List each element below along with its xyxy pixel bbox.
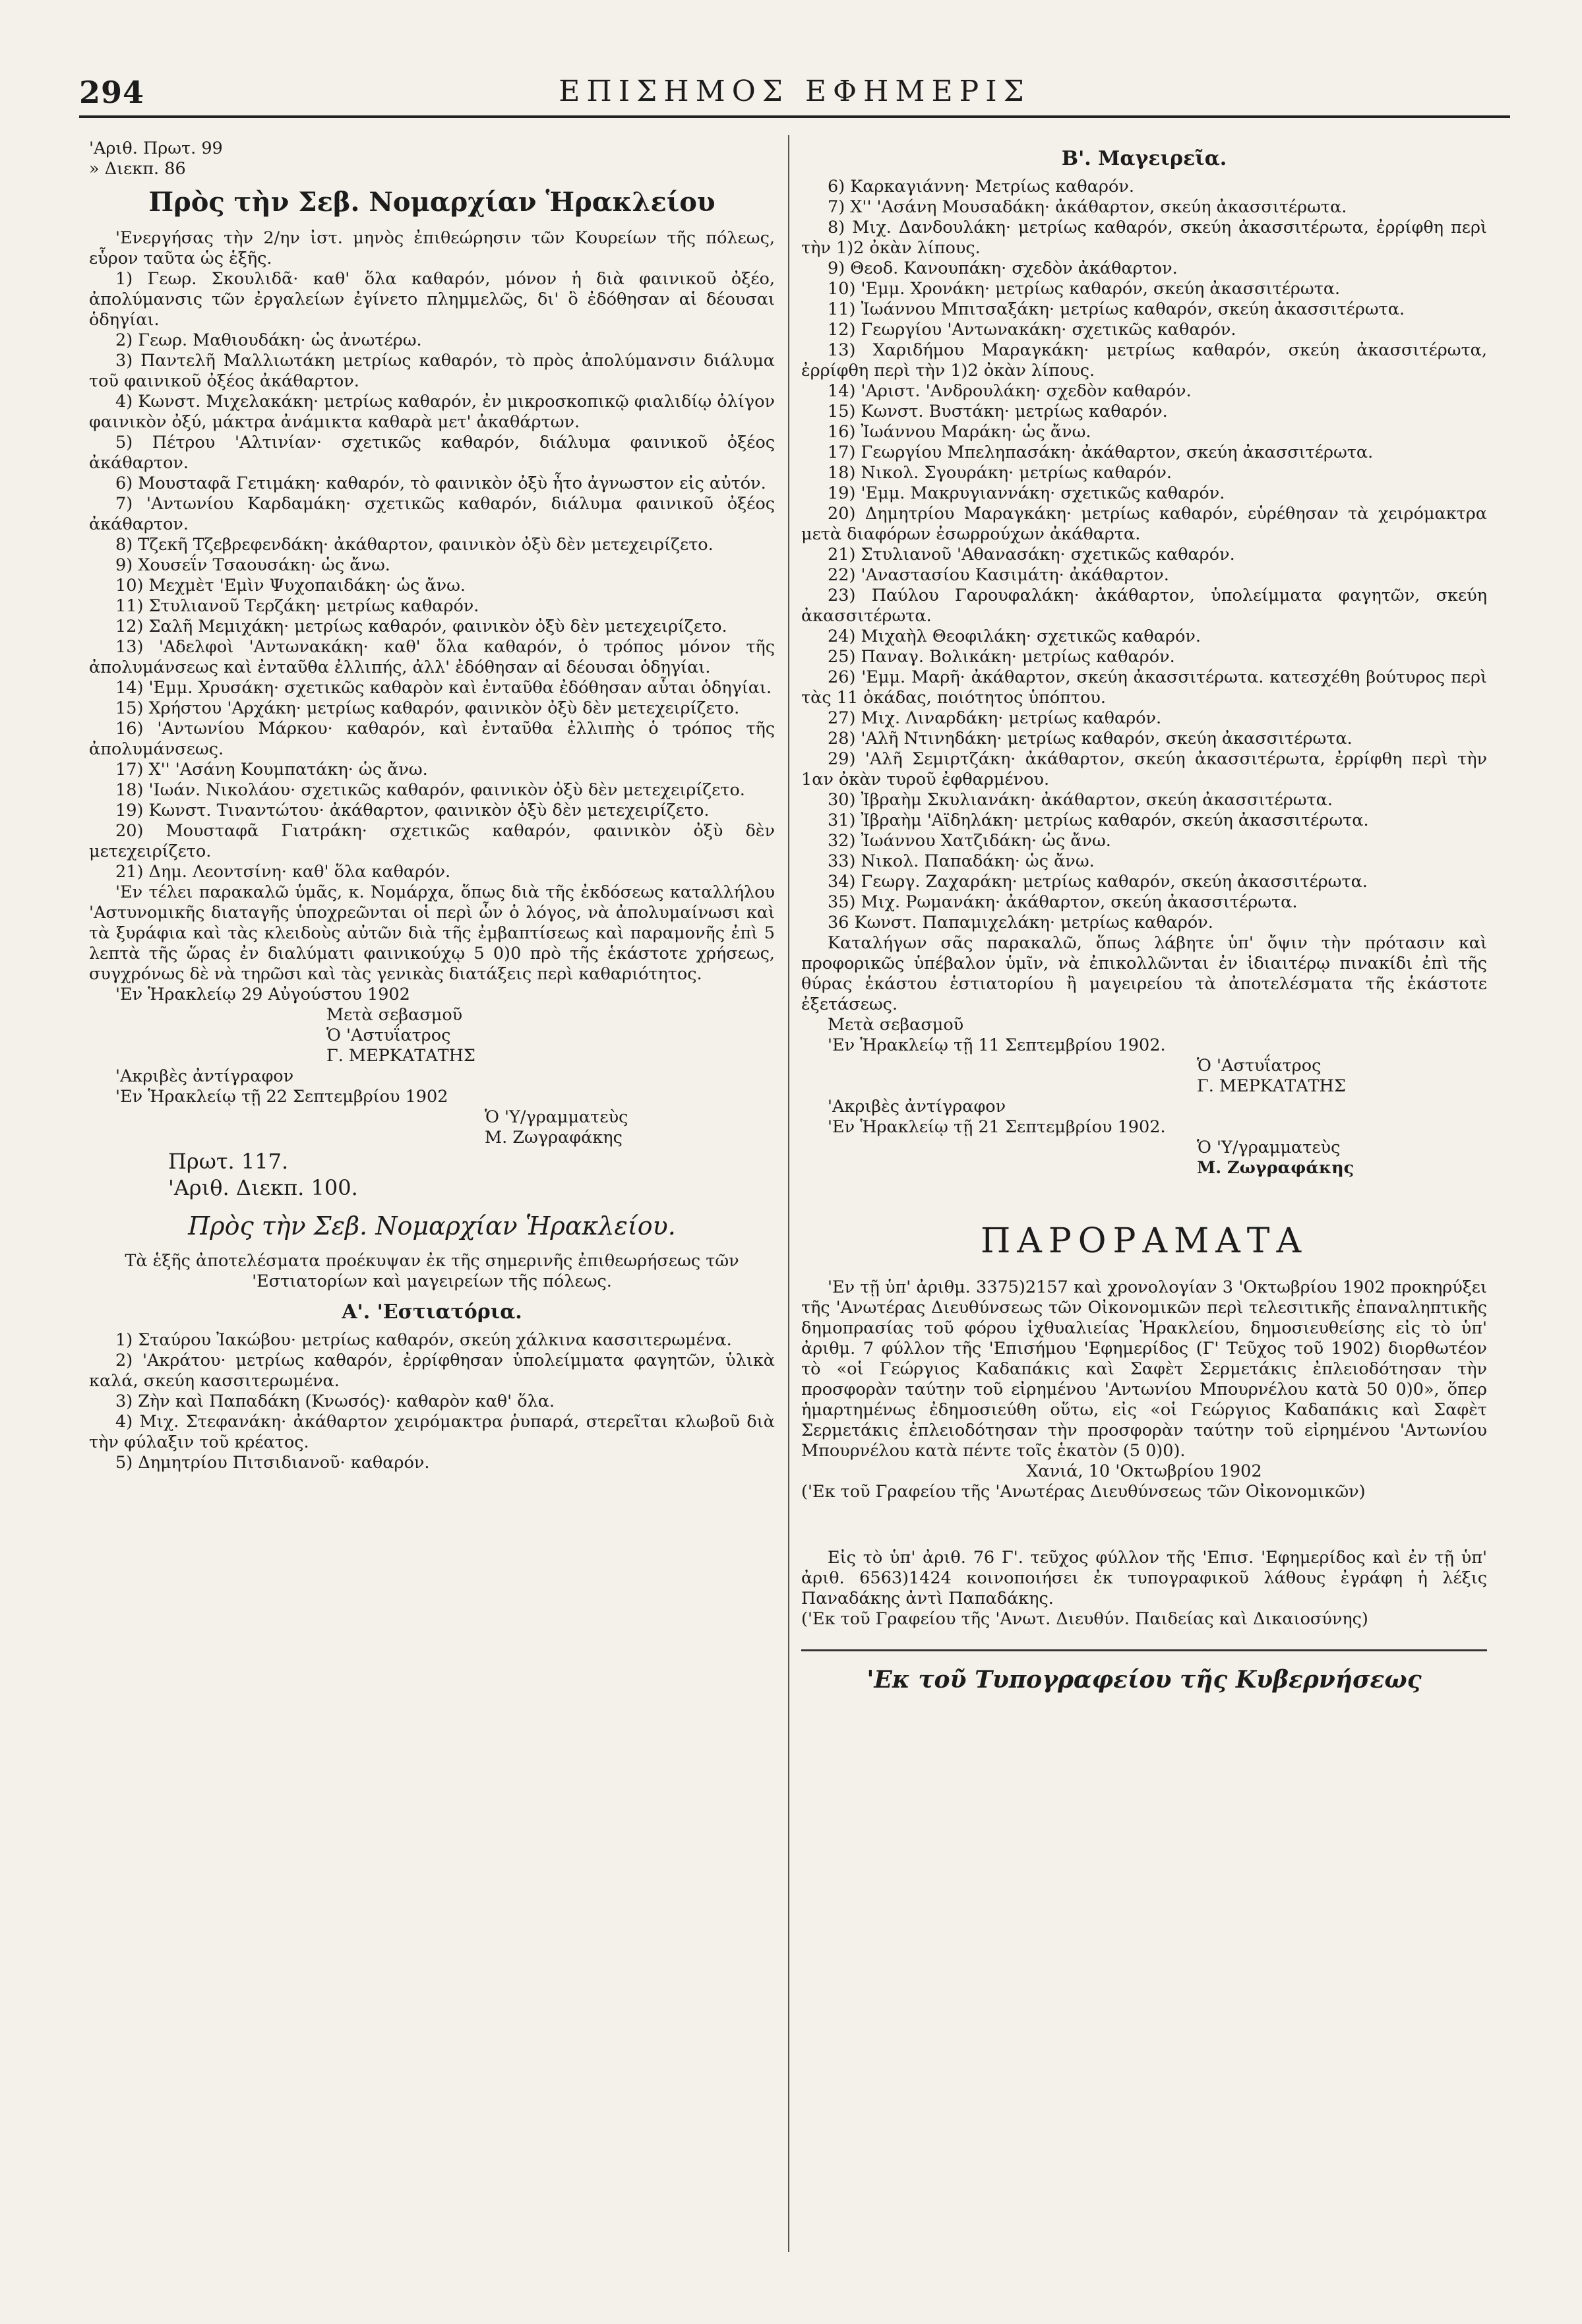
paragraph: 11) Ἰωάννου Μπιτσαξάκη· μετρίως καθαρόν, σκεύη ἀκασσιτέρωτα.	[828, 299, 1405, 319]
text-line: ('Εκ τοῦ Γραφείου τῆς 'Ανωτέρας Διευθύνσεως τῶν Οἰκονομικῶν)	[801, 1482, 1366, 1502]
paragraph: 13) Χαριδήμου Μαραγκάκη· μετρίως καθαρόν, σκεύη ἀκασσιτέρωτα, ἐρρίφθη περὶ τὴν 1)2 ὀκὰν λίπους.	[801, 340, 1487, 381]
paragraph: 'Ακριβὲς ἀντίγραφον	[115, 1066, 294, 1086]
paragraph: 21) Στυλιανοῦ 'Αθανασάκη· σχετικῶς καθαρόν.	[828, 545, 1235, 565]
footer-rule	[801, 1649, 1487, 1651]
paragraph: 8) Τζεκῆ Τζεβρεφενδάκη· ἀκάθαρτον, φαινικὸν ὀξὺ δὲν μετεχειρίζετο.	[115, 535, 714, 555]
signature-line: Γ. ΜΕΡΚΑΤΑΤΗΣ	[326, 1046, 475, 1066]
paragraph: 2) 'Ακράτου· μετρίως καθαρόν, ἐρρίφθησαν ὑπολείμματα φαγητῶν, ὑλικὰ καλά, σκεύη κασσιτερωμένα.	[89, 1351, 775, 1391]
paragraph: 'Εν τῇ ὑπ' ἀριθμ. 3375)2157 καὶ χρονολογίαν 3 'Οκτωβρίου 1902 προκηρύξει τῆς 'Ανωτέρας Διευθύνσεως τῶν Οἰκονομικῶν περὶ τελεσιτικῆς ἐπαναληπτικῆς δημοπρασίας τοῦ φόρου ἰχθυαλιείας Ἡρακλείου, δημοσιευθείσης εἰς τὸ ὑπ' ἀριθμ. 7 φύλλον τῆς 'Επισήμου 'Εφημερίδος (Γ' Τεῦχος τοῦ 1902) διορθωτέον τὸ «οἱ Γεώργιος Καδαπάκις καὶ Σαφὲτ Σερμετάκις ἐπλειοδότησαν τὴν προσφορὰν ταύτην τοῦ εἰρημένου 'Αντωνίου Μπουρνέλου κατὰ 50 0)0», ὅπερ ἡμαρτημένως ἐδημοσιεύθη οὕτω, εἰς «οἱ Γεώργιος Καδαπάκις καὶ Σαφὲτ Σερμετάκις ἐπλειοδότησαν τὴν προσφορὰν ταύτην τοῦ εἰρημένου 'Αντωνίου Μπουρνέλου κατὰ πέντε τοῖς ἑκατὸν (5 0)0).	[801, 1277, 1487, 1461]
paragraph: 34) Γεωργ. Ζαχαράκη· μετρίως καθαρόν, σκεύη ἀκασσιτέρωτα.	[828, 872, 1368, 892]
paragraph: 'Εν Ἡρακλείῳ τῇ 11 Σεπτεμβρίου 1902.	[828, 1035, 1166, 1055]
page-header	[79, 69, 1510, 118]
text-line: » Διεκπ. 86	[89, 159, 186, 179]
paragraph: 15) Χρήστου 'Αρχάκη· μετρίως καθαρόν, φαινικὸν ὀξὺ δὲν μετεχειρίζετο.	[115, 698, 740, 718]
paragraph: 15) Κωνστ. Βυστάκη· μετρίως καθαρόν.	[828, 402, 1168, 421]
paragraph: 20) Δημητρίου Μαραγκάκη· μετρίως καθαρόν, εὑρέθησαν τὰ χειρόμακτρα μετὰ διαφόρων ἐσωρρούχων ἀκάθαρτα.	[801, 504, 1487, 544]
signature-line: Ὁ 'Αστυΐατρος	[326, 1025, 451, 1045]
paragraph: 31) Ἰβραὴμ 'Αϊδηλάκη· μετρίως καθαρόν, σκεύη ἀκασσιτέρωτα.	[828, 810, 1369, 830]
journal-title: ΕΠΙΣΗΜΟΣ ΕΦΗΜΕΡΙΣ	[559, 75, 1031, 108]
paragraph: 4) Κωνστ. Μιχελακάκη· μετρίως καθαρόν, ἐν μικροσκοπικῷ φιαλιδίῳ ὀλίγον φαινικὸν ὀξύ, μάκτρα ἀνάμικτα καθαρὰ μετ' ἀκαθάρτων.	[89, 392, 775, 432]
signature-line: Ὁ 'Υ/γραμματεὺς	[485, 1107, 628, 1127]
paragraph: 'Εν Ἡρακλείῳ τῇ 21 Σεπτεμβρίου 1902.	[828, 1117, 1166, 1137]
paragraph: 16) 'Αντωνίου Μάρκου· καθαρόν, καὶ ἐνταῦθα ἐλλιπὴς ὁ τρόπος τῆς ἀπολυμάνσεως.	[89, 719, 775, 759]
column-divider	[788, 135, 789, 2252]
paragraph: 32) Ἰωάννου Χατζιδάκη· ὡς ἄνω.	[828, 831, 1111, 851]
paragraph: 22) 'Αναστασίου Κασιμάτη· ἀκάθαρτον.	[828, 565, 1169, 585]
section-heading: Β'. Μαγειρεῖα.	[1061, 147, 1227, 170]
paragraph: 18) Νικολ. Σγουράκη· μετρίως καθαρόν.	[828, 463, 1172, 483]
paragraph: 14) 'Αριστ. 'Ανδρουλάκη· σχεδὸν καθαρόν.	[828, 381, 1192, 401]
paragraph: 3) Παντελῆ Μαλλιωτάκη μετρίως καθαρόν, τὸ πρὸς ἀπολύμανσιν διάλυμα τοῦ φαινικοῦ ὀξέος ἀκάθαρτον.	[89, 351, 775, 391]
paragraph: 17) Χ'' 'Ασάνη Κουμπατάκη· ὡς ἄνω.	[115, 760, 428, 780]
paragraph: 11) Στυλιανοῦ Τερζάκη· μετρίως καθαρόν.	[115, 596, 479, 616]
addressee-heading: Πρὸς τὴν Σεβ. Νομαρχίαν Ἡρακλείου	[148, 187, 715, 218]
paragraph: 'Εν Ἡρακλείῳ τῇ 22 Σεπτεμβρίου 1902	[115, 1087, 448, 1107]
signature-line: Γ. ΜΕΡΚΑΤΑΤΗΣ	[1197, 1076, 1346, 1096]
addressee-heading: Πρὸς τὴν Σεβ. Νομαρχίαν Ἡρακλείου.	[188, 1211, 676, 1240]
paragraph: 16) Ἰωάννου Μαράκη· ὡς ἄνω.	[828, 422, 1091, 442]
left-column	[89, 138, 775, 1473]
paragraph: 30) Ἰβραὴμ Σκυλιανάκη· ἀκάθαρτον, σκεύη ἀκασσιτέρωτα.	[828, 790, 1333, 810]
paragraph: Μετὰ σεβασμοῦ	[828, 1015, 964, 1035]
text-line: 'Αριθ. Πρωτ. 99	[89, 138, 223, 158]
paragraph: 6) Καρκαγιάννη· Μετρίως καθαρόν.	[828, 177, 1134, 197]
signature-line: Μ. Ζωγραφάκης	[1197, 1158, 1354, 1178]
signature-line: Ὁ 'Υ/γραμματεὺς	[1197, 1138, 1341, 1157]
paragraph: 'Ακριβὲς ἀντίγραφον	[828, 1097, 1006, 1116]
paragraph: Εἰς τὸ ὑπ' ἀριθ. 76 Γ'. τεῦχος φύλλον τῆς 'Επισ. 'Εφημερίδος καὶ ἐν τῇ ὑπ' ἀριθ. 6563)1424 κοινοποιήσει ἐκ τυπογραφικοῦ λάθους ἐγράφη ἡ λέξις Παναδάκης ἀντὶ Παπαδάκης.	[801, 1548, 1487, 1608]
paragraph: 19) 'Εμμ. Μακρυγιαννάκη· σχετικῶς καθαρόν.	[828, 483, 1225, 503]
paragraph: 36 Κωνστ. Παπαμιχελάκη· μετρίως καθαρόν.	[828, 913, 1213, 933]
page-number: 294	[79, 75, 145, 110]
paragraph: Καταλήγων σᾶς παρακαλῶ, ὅπως λάβητε ὑπ' ὄψιν τὴν πρότασιν καὶ προφορικῶς ὑπέβαλον ὑμῖν, νὰ ἐπικολλῶνται ἐν ἰδιαιτέρῳ πινακίδι ἐπὶ τῆς θύρας ἑκάστου ἑστιατορίου ἢ μαγειρείου τὰ ἀποτελέσματα τῆς ἑκάστοτε ἐξετάσεως.	[801, 933, 1487, 1014]
centered-line: Τὰ ἑξῆς ἀποτελέσματα προέκυψαν ἐκ τῆς σημερινῆς ἐπιθεωρήσεως τῶν 'Εστιατορίων καὶ μαγειρείων τῆς πόλεως.	[125, 1251, 739, 1291]
paragraph: 10) 'Εμμ. Χρονάκη· μετρίως καθαρόν, σκεύη ἀκασσιτέρωτα.	[828, 279, 1341, 299]
paragraph: 27) Μιχ. Λιναρδάκη· μετρίως καθαρόν.	[828, 708, 1162, 728]
signature-line: Μετὰ σεβασμοῦ	[326, 1005, 463, 1025]
paragraph: 9) Θεοδ. Κανουπάκη· σχεδὸν ἀκάθαρτον.	[828, 259, 1178, 278]
text-line: ('Εκ τοῦ Γραφείου τῆς 'Ανωτ. Διευθύν. Παιδείας καὶ Δικαιοσύνης)	[801, 1609, 1368, 1629]
protocol-number: Πρωτ. 117.	[168, 1149, 289, 1174]
paragraph: 3) Ζὴν καὶ Παπαδάκη (Κνωσός)· καθαρὸν καθ' ὅλα.	[115, 1391, 555, 1411]
paragraph: 23) Παύλου Γαρουφαλάκη· ἀκάθαρτον, ὑπολείμματα φαγητῶν, σκεύη ἀκασσιτέρωτα.	[801, 586, 1487, 626]
paragraph: 29) 'Αλῆ Σεμιρτζάκη· ἀκάθαρτον, σκεύη ἀκασσιτέρωτα, ἐρρίφθη περὶ τὴν 1αν ὀκὰν τυροῦ ἐφθαρμένου.	[801, 749, 1487, 789]
paragraph: 'Ενεργήσας τὴν 2/ην ἰστ. μηνὸς ἐπιθεώρησιν τῶν Κουρείων τῆς πόλεως, εὗρον ταῦτα ὡς ἑξῆς.	[89, 228, 775, 268]
paragraph: 35) Μιχ. Ρωμανάκη· ἀκάθαρτον, σκεύη ἀκασσιτέρωτα.	[828, 892, 1298, 912]
protocol-number: 'Αριθ. Διεκπ. 100.	[168, 1175, 358, 1200]
paragraph: 8) Μιχ. Δανδουλάκη· μετρίως καθαρόν, σκεύη ἀκασσιτέρωτα, ἐρρίφθη περὶ τὴν 1)2 ὀκὰν λίπους.	[801, 218, 1487, 258]
paragraph: 13) 'Αδελφοὶ 'Αντωνακάκη· καθ' ὅλα καθαρόν, ὁ τρόπος μόνον τῆς ἀπολυμάνσεως καὶ ἐνταῦθα ἐλλιπής, ἀλλ' ἐδόθησαν αἱ δέουσαι ὁδηγίαι.	[89, 637, 775, 677]
paragraph: 12) Γεωργίου 'Αντωνακάκη· σχετικῶς καθαρόν.	[828, 320, 1236, 340]
paragraph: 9) Χουσεΐν Τσαουσάκη· ὡς ἄνω.	[115, 555, 390, 575]
paragraph: 25) Παναγ. Βολικάκη· μετρίως καθαρόν.	[828, 647, 1175, 667]
paragraph: 7) 'Αντωνίου Καρδαμάκη· σχετικῶς καθαρόν, διάλυμα φαινικοῦ ὀξέος ἀκάθαρτον.	[89, 494, 775, 534]
paragraph: 24) Μιχαὴλ Θεοφιλάκη· σχετικῶς καθαρόν.	[828, 627, 1201, 646]
errata-title: ΠΑΡΟΡΑΜΑΤΑ	[980, 1221, 1308, 1261]
paragraph: 5) Δημητρίου Πιτσιδιανοῦ· καθαρόν.	[115, 1453, 430, 1473]
paragraph: 2) Γεωρ. Μαθιουδάκη· ὡς ἀνωτέρω.	[115, 330, 422, 350]
paragraph: 10) Μεχμὲτ 'Εμὶν Ψυχοπαιδάκη· ὡς ἄνω.	[115, 576, 466, 596]
paragraph: 12) Σαλῆ Μεμιχάκη· μετρίως καθαρόν, φαινικὸν ὀξὺ δὲν μετεχειρίζετο.	[115, 617, 727, 636]
paragraph: 21) Δημ. Λεοντσίνη· καθ' ὅλα καθαρόν.	[115, 862, 451, 882]
right-column	[801, 138, 1487, 1695]
paragraph: 20) Μουσταφᾶ Γιατράκη· σχετικῶς καθαρόν, φαινικὸν ὀξὺ δὲν μετεχειρίζετο.	[89, 821, 775, 861]
paragraph: 18) 'Ιωάν. Νικολάου· σχετικῶς καθαρόν, φαινικὸν ὀξὺ δὲν μετεχειρίζετο.	[115, 780, 745, 800]
section-heading: Α'. 'Εστιατόρια.	[342, 1300, 522, 1324]
spacer	[801, 1519, 1487, 1531]
signature-line: Ὁ 'Αστυΐατρος	[1197, 1056, 1322, 1076]
paragraph: 26) 'Εμμ. Μαρῆ· ἀκάθαρτον, σκεύη ἀκασσιτέρωτα. κατεσχέθη βούτυρος περὶ τὰς 11 ὀκάδας, ποιότητος ὑπόπτου.	[801, 667, 1487, 708]
signature-line: Μ. Ζωγραφάκης	[485, 1128, 623, 1147]
paragraph: 1) Γεωρ. Σκουλιδᾶ· καθ' ὅλα καθαρόν, μόνον ἡ διὰ φαινικοῦ ὀξέο, ἀπολύμανσις τῶν ἐργαλείων ἐγίνετο πλημμελῶς, δι' ὃ ἐδόθησαν αἱ δέουσαι ὁδηγίαι.	[89, 269, 775, 330]
paragraph: 1) Σταύρου Ἰακώβου· μετρίως καθαρόν, σκεύη χάλκινα κασσιτερωμένα.	[115, 1330, 732, 1350]
paragraph: 7) Χ'' 'Ασάνη Μουσαδάκη· ἀκάθαρτον, σκεύη ἀκασσιτέρωτα.	[828, 197, 1347, 217]
paragraph: 28) 'Αλῆ Ντινηδάκη· μετρίως καθαρόν, σκεύη ἀκασσιτέρωτα.	[828, 729, 1353, 749]
printer-footer: 'Εκ τοῦ Τυπογραφείου τῆς Κυβερνήσεως	[867, 1666, 1422, 1694]
paragraph: 5) Πέτρου 'Αλτινίαν· σχετικῶς καθαρόν, διάλυμα φαινικοῦ ὀξέος ἀκάθαρτον.	[89, 433, 775, 473]
paragraph: 33) Νικολ. Παπαδάκη· ὡς ἄνω.	[828, 851, 1095, 871]
paragraph: 4) Μιχ. Στεφανάκη· ἀκάθαρτον χειρόμακτρα ῥυπαρά, στερεῖται κλωβοῦ διὰ τὴν φύλαξιν τοῦ κρέατος.	[89, 1412, 775, 1452]
paragraph: 6) Μουσταφᾶ Γετιμάκη· καθαρόν, τὸ φαινικὸν ὀξὺ ἦτο ἀγνωστον εἰς αὐτόν.	[115, 474, 766, 493]
paragraph: 'Εν Ἡρακλείῳ 29 Αὐγούστου 1902	[115, 985, 410, 1004]
paragraph: 19) Κωνστ. Τιναντώτου· ἀκάθαρτον, φαινικὸν ὀξὺ δὲν μετεχειρίζετο.	[115, 801, 710, 820]
centered-line: Χανιά, 10 'Οκτωβρίου 1902	[1026, 1461, 1262, 1481]
paragraph: 17) Γεωργίου Μπεληπασάκη· ἀκάθαρτον, σκεύη ἀκασσιτέρωτα.	[828, 443, 1374, 462]
paragraph: 14) 'Εμμ. Χρυσάκη· σχετικῶς καθαρὸν καὶ ἐνταῦθα ἐδόθησαν αὗται ὁδηγίαι.	[115, 678, 772, 698]
paragraph: 'Εν τέλει παρακαλῶ ὑμᾶς, κ. Νομάρχα, ὅπως διὰ τῆς ἐκδόσεως καταλλήλου 'Αστυνομικῆς διαταγῆς ὑποχρεῶνται οἱ περὶ ὧν ὁ λόγος, νὰ ἀπολυμαίνωσι καὶ τὰ ξυράφια καὶ τὰς κλειδοὺς αὐτῶν διὰ τῆς ἐμβαπτίσεως καὶ παραμονῆς ἐπὶ 5 λεπτὰ τῆς ὥρας ἐν διαλύματι φαινικούχῳ 5 0)0 πρὸ τῆς ἑκάστοτε χρήσεως, συγχρόνως δὲ νὰ τηρῶσι καὶ τὰς γενικὰς διατάξεις περὶ καθαριότητος.	[89, 882, 775, 984]
